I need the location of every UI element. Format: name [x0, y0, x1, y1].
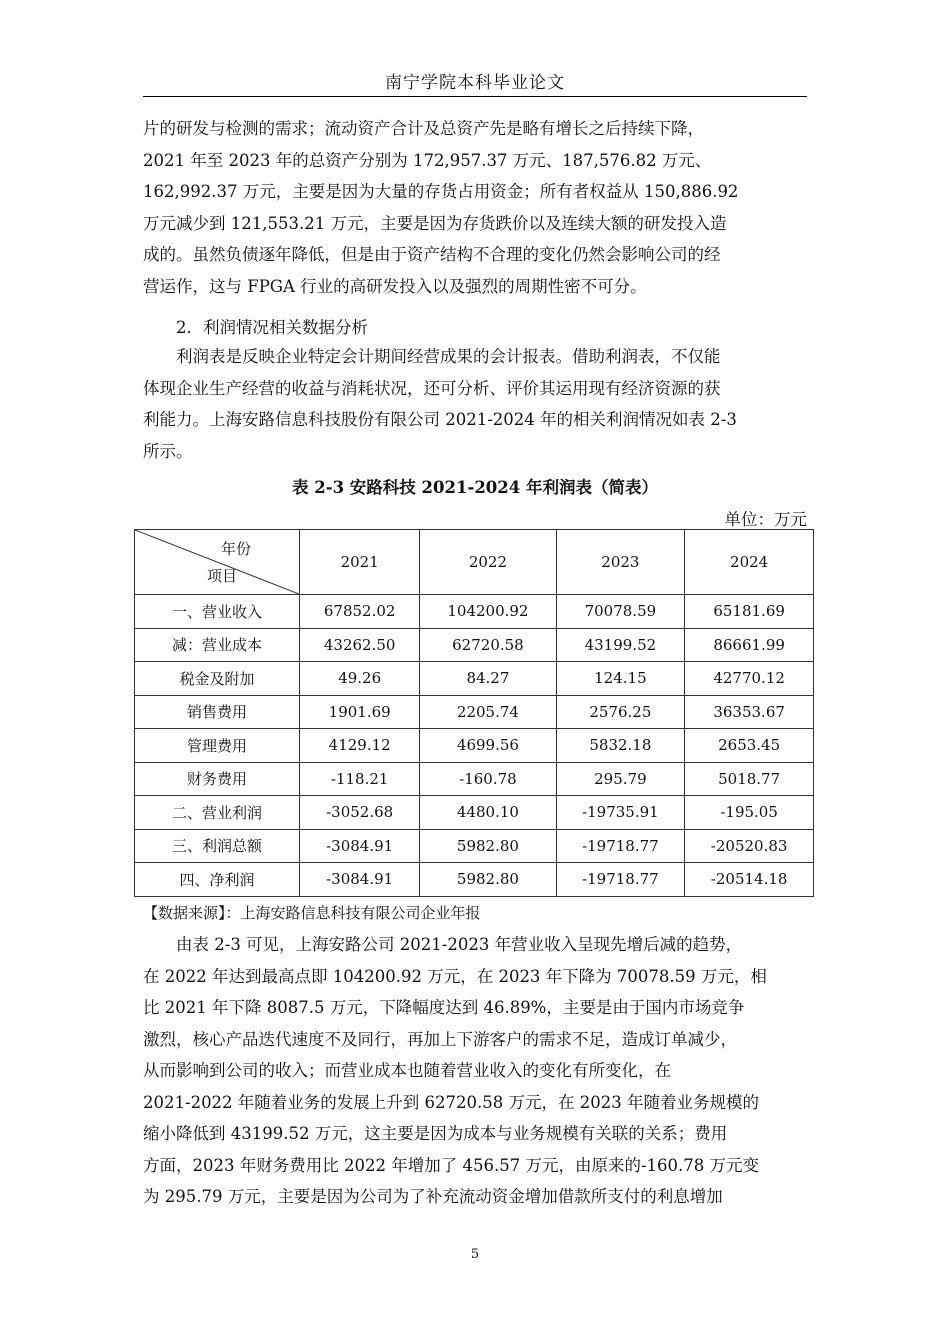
value-cell: -3084.91 — [300, 829, 420, 863]
paragraph-table-analysis — [143, 929, 807, 1213]
value-cell: -118.21 — [300, 762, 420, 796]
value-cell: 5982.80 — [420, 829, 556, 863]
corner-year-label: 年份 — [220, 540, 251, 558]
value-cell: 4480.10 — [420, 796, 556, 830]
year-header: 2024 — [685, 530, 814, 595]
value-cell: -160.78 — [420, 762, 556, 796]
value-cell: 2653.45 — [685, 729, 814, 763]
value-cell: -3084.91 — [300, 863, 420, 897]
value-cell: 2205.74 — [420, 695, 556, 729]
table-caption: 表 2-3 安路科技 2021-2024 年利润表（简表） — [292, 478, 658, 497]
text-line: 营运作，这与 FPGA 行业的高研发投入以及强烈的周期性密不可分。 — [143, 276, 647, 296]
value-cell: 43262.50 — [300, 628, 420, 662]
table-row — [135, 762, 814, 796]
unit-label: 单位：万元 — [724, 510, 807, 529]
value-cell: 86661.99 — [685, 628, 814, 662]
table-header-row — [135, 530, 814, 595]
row-label: 管理费用 — [135, 729, 300, 763]
row-label: 财务费用 — [135, 762, 300, 796]
text-line: 成的。虽然负债逐年降低，但是由于资产结构不合理的变化仍然会影响公司的经 — [143, 245, 721, 264]
value-cell: 104200.92 — [420, 595, 556, 629]
text-line: 在 2022 年达到最高点即 104200.92 万元，在 2023 年下降为 70078.59 万元，相 — [143, 966, 767, 986]
text-line: 片的研发与检测的需求；流动资产合计及总资产先是略有增长之后持续下降， — [143, 119, 704, 138]
corner-header-cell — [135, 530, 300, 595]
paragraph-balance-analysis — [143, 113, 807, 302]
value-cell: 49.26 — [300, 662, 420, 696]
value-cell: -20514.18 — [685, 863, 814, 897]
value-cell: -19735.91 — [556, 796, 685, 830]
year-header: 2022 — [420, 530, 556, 595]
table-row — [135, 729, 814, 763]
value-cell: 70078.59 — [556, 595, 685, 629]
income-statement-table — [134, 529, 814, 897]
row-label: 四、净利润 — [135, 863, 300, 897]
corner-item-label: 项目 — [207, 567, 238, 585]
value-cell: -3052.68 — [300, 796, 420, 830]
text-line: 所示。 — [143, 441, 193, 461]
row-label: 三、利润总额 — [135, 829, 300, 863]
text-line: 2021-2022 年随着业务的发展上升到 62720.58 万元，在 2023 年随着业务规模的 — [143, 1092, 760, 1112]
text-line: 从而影响到公司的收入；而营业成本也随着营业收入的变化有所变化，在 — [143, 1061, 671, 1080]
text-line: 激烈，核心产品迭代速度不及同行，再加上下游客户的需求不足，造成订单减少， — [143, 1029, 737, 1049]
value-cell: -19718.77 — [556, 829, 685, 863]
value-cell: 65181.69 — [685, 595, 814, 629]
value-cell: 36353.67 — [685, 695, 814, 729]
text-line: 比 2021 年下降 8087.5 万元，下降幅度达到 46.89%，主要是由于国内市场竞争 — [143, 998, 745, 1017]
value-cell: -195.05 — [685, 796, 814, 830]
value-cell: 43199.52 — [556, 628, 685, 662]
row-label: 税金及附加 — [135, 662, 300, 696]
value-cell: 62720.58 — [420, 628, 556, 662]
text-line: 利润表是反映企业特定会计期间经营成果的会计报表。借助利润表，不仅能 — [176, 347, 721, 366]
row-label: 一、营业收入 — [135, 595, 300, 629]
text-line: 万元减少到 121,553.21 万元，主要是因为存货跌价以及连续大额的研发投入造 — [143, 213, 727, 233]
value-cell: 124.15 — [556, 662, 685, 696]
value-cell: 2576.25 — [556, 695, 685, 729]
text-line: 为 295.79 万元，主要是因为公司为了补充流动资金增加借款所支付的利息增加 — [143, 1187, 723, 1206]
page-header: 南宁学院本科毕业论文 — [385, 73, 565, 93]
value-cell: -20520.83 — [685, 829, 814, 863]
text-line: 162,992.37 万元，主要是因为大量的存货占用资金；所有者权益从 150,886.92 — [143, 182, 739, 201]
table-row — [135, 695, 814, 729]
text-line: 缩小降低到 43199.52 万元，这主要是因为成本与业务规模有关联的关系；费用 — [143, 1124, 728, 1143]
value-cell: 1901.69 — [300, 695, 420, 729]
table-row — [135, 662, 814, 696]
section-heading: 2．利润情况相关数据分析 — [176, 318, 368, 337]
value-cell: 295.79 — [556, 762, 685, 796]
row-label: 减：营业成本 — [135, 628, 300, 662]
text-line: 2021 年至 2023 年的总资产分别为 172,957.37 万元、187,576.82 万元、 — [143, 150, 712, 170]
value-cell: -19718.77 — [556, 863, 685, 897]
value-cell: 5018.77 — [685, 762, 814, 796]
value-cell: 84.27 — [420, 662, 556, 696]
page-number: 5 — [470, 1247, 480, 1262]
text-line: 方面，2023 年财务费用比 2022 年增加了 456.57 万元，由原来的-160.78 万元变 — [143, 1155, 759, 1175]
value-cell: 5982.80 — [420, 863, 556, 897]
row-label: 二、营业利润 — [135, 796, 300, 830]
table-row — [135, 628, 814, 662]
text-line: 利能力。上海安路信息科技股份有限公司 2021-2024 年的相关利润情况如表 2-3 — [143, 410, 737, 429]
value-cell: 4129.12 — [300, 729, 420, 763]
text-line: 由表 2-3 可见，上海安路公司 2021-2023 年营业收入呈现先增后减的趋势， — [176, 935, 743, 954]
value-cell: 4699.56 — [420, 729, 556, 763]
table-row — [135, 829, 814, 863]
data-source-note: 【数据来源】：上海安路信息科技有限公司企业年报 — [143, 904, 481, 922]
value-cell: 67852.02 — [300, 595, 420, 629]
year-header: 2023 — [556, 530, 685, 595]
value-cell: 5832.18 — [556, 729, 685, 763]
table-row — [135, 796, 814, 830]
header-rule — [143, 96, 807, 97]
row-label: 销售费用 — [135, 695, 300, 729]
paragraph-income-intro — [143, 341, 807, 467]
year-header: 2021 — [300, 530, 420, 595]
value-cell: 42770.12 — [685, 662, 814, 696]
table-row — [135, 863, 814, 897]
text-line: 体现企业生产经营的收益与消耗状况，还可分析、评价其运用现有经济资源的获 — [143, 378, 721, 398]
table-row — [135, 595, 814, 629]
